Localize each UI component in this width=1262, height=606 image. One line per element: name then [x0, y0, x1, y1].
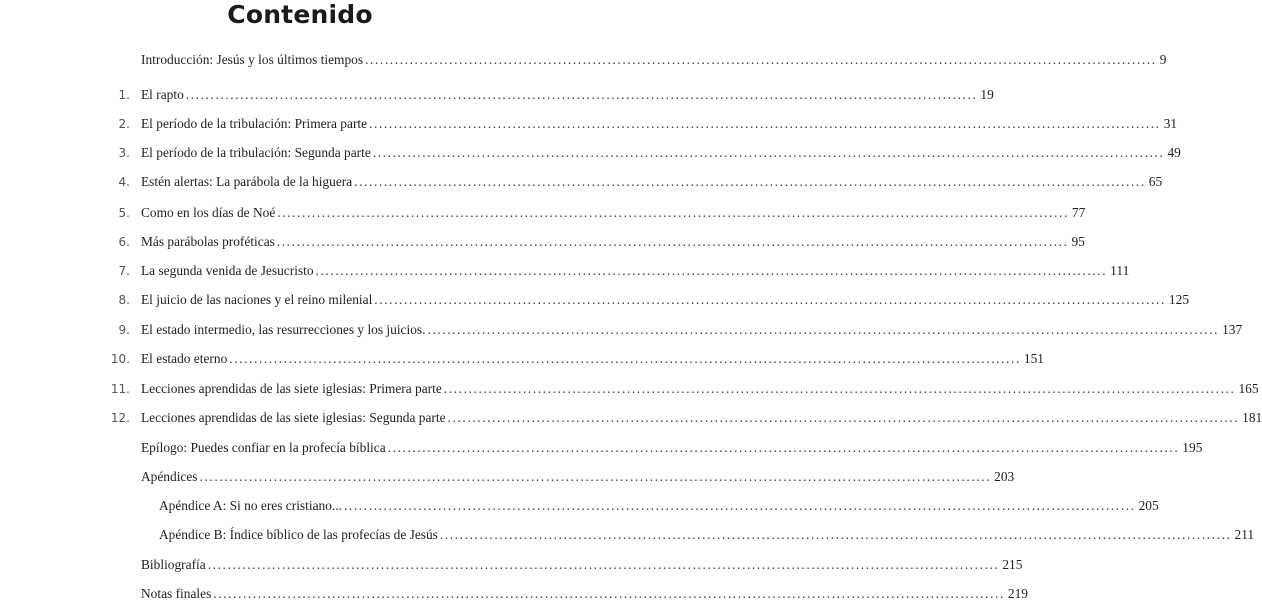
dot-leader: ................................................................................................................................................................ [447, 410, 1240, 425]
entry-label: Lecciones aprendidas de las siete iglesias: Primera parte [141, 381, 442, 396]
toc-entry-epilogo[interactable] [0, 436, 1203, 460]
entry-label: Como en los días de Noé [141, 205, 276, 220]
chapter-number: 9. [118, 323, 130, 337]
entry-label: Apéndice A: Si no eres cristiano... [159, 498, 342, 513]
entry-label: El período de la tribulación: Primera parte [141, 116, 368, 131]
entry-label: Notas finales [141, 586, 212, 601]
entry-label: La segunda venida de Jesucristo [141, 263, 314, 278]
dot-leader: ................................................................................................................................................................ [369, 116, 1161, 131]
page-number: 195 [1182, 440, 1203, 455]
entry-label: El rapto [141, 87, 184, 102]
page-title: Contenido [227, 0, 373, 29]
page-number: 205 [1138, 498, 1159, 513]
dot-leader: ................................................................................................................................................................ [365, 52, 1157, 67]
chapter-number: 1. [118, 88, 130, 102]
toc-entry-bibliografia[interactable] [0, 553, 1023, 577]
page-number: 137 [1222, 322, 1243, 337]
page-number: 95 [1071, 234, 1085, 249]
dot-leader: ................................................................................................................................................................ [372, 145, 1165, 160]
entry-label: El juicio de las naciones y el reino milenial [141, 292, 373, 307]
page-number: 215 [1002, 557, 1023, 572]
page-number: 151 [1023, 351, 1044, 366]
chapter-number: 5. [118, 206, 130, 220]
chapter-number: 12. [110, 411, 130, 425]
chapter-number: 2. [118, 117, 130, 131]
chapter-number: 7. [118, 264, 130, 278]
entry-label: Introducción: Jesús y los últimos tiempos [141, 52, 364, 67]
dot-leader: ................................................................................................................................................................ [443, 381, 1236, 396]
entry-label: El estado intermedio, las resurrecciones y los juicios. [141, 322, 426, 337]
dot-leader: ................................................................................................................................................................ [276, 234, 1069, 249]
toc-entry-notas-finales[interactable] [0, 582, 1028, 606]
dot-leader: ................................................................................................................................................................ [277, 205, 1069, 220]
toc-entry-chapter-7[interactable] [0, 259, 1130, 283]
page-number: 65 [1148, 174, 1163, 189]
chapter-number: 11. [110, 382, 130, 396]
dot-leader: ................................................................................................................................................................ [427, 322, 1220, 337]
page-number: 125 [1168, 292, 1190, 307]
page-number: 31 [1163, 116, 1178, 131]
dot-leader: ................................................................................................................................................................ [387, 440, 1180, 455]
toc-entry-introduccion[interactable] [0, 48, 1167, 72]
page-number: 211 [1234, 527, 1255, 542]
entry-label: Estén alertas: La parábola de la higuera [141, 174, 353, 189]
entry-label: Lecciones aprendidas de las siete iglesias: Segunda parte [141, 410, 446, 425]
entry-label: El período de la tribulación: Segunda parte [141, 145, 371, 160]
page-number: 19 [980, 87, 994, 102]
page-number: 203 [994, 469, 1015, 484]
page-number: 219 [1007, 586, 1028, 601]
toc-entry-chapter-4[interactable] [0, 170, 1163, 194]
page-number: 77 [1071, 205, 1086, 220]
toc-entry-chapter-11[interactable] [0, 377, 1259, 401]
dot-leader: ................................................................................................................................................................ [199, 469, 992, 484]
chapter-number: 10. [110, 352, 130, 366]
chapter-number: 6. [118, 235, 130, 249]
dot-leader: ................................................................................................................................................................ [439, 527, 1232, 542]
toc-entry-chapter-3[interactable] [0, 141, 1181, 165]
entry-label: Bibliografía [141, 557, 206, 572]
dot-leader: ................................................................................................................................................................ [213, 586, 1005, 601]
page-number: 49 [1167, 145, 1181, 160]
toc-entry-chapter-2[interactable] [0, 112, 1178, 136]
entry-label: Apéndice B: Índice bíblico de las profecías de Jesús [159, 527, 438, 542]
dot-leader: ................................................................................................................................................................ [185, 87, 978, 102]
dot-leader: ................................................................................................................................................................ [315, 263, 1108, 278]
page-number: 9 [1159, 52, 1167, 67]
chapter-number: 3. [118, 146, 130, 160]
dot-leader: ................................................................................................................................................................ [374, 292, 1166, 307]
toc-entry-chapter-9[interactable] [0, 318, 1243, 342]
toc-entry-chapter-5[interactable] [0, 201, 1086, 225]
entry-label: El estado eterno [141, 351, 228, 366]
page-number: 165 [1238, 381, 1259, 396]
dot-leader: ................................................................................................................................................................ [343, 498, 1136, 513]
toc-entry-chapter-1[interactable] [0, 83, 994, 107]
page-number: 111 [1110, 263, 1130, 278]
entry-label: Más parábolas proféticas [141, 234, 275, 249]
chapter-number: 8. [118, 293, 130, 307]
toc-entry-chapter-10[interactable] [0, 347, 1044, 371]
toc-entry-apendice-b[interactable] [0, 523, 1255, 547]
chapter-number: 4. [118, 175, 130, 189]
dot-leader: ................................................................................................................................................................ [229, 351, 1021, 366]
entry-label: Epílogo: Puedes confiar en la profecía bíblica [141, 440, 386, 455]
page-number: 181 [1242, 410, 1262, 425]
dot-leader: ................................................................................................................................................................ [354, 174, 1146, 189]
toc-entry-apendice-a[interactable] [0, 494, 1159, 518]
toc-entry-chapter-6[interactable] [0, 230, 1085, 254]
toc-entry-apendices[interactable] [0, 465, 1015, 489]
entry-label: Apéndices [141, 469, 198, 484]
dot-leader: ................................................................................................................................................................ [207, 557, 1000, 572]
toc-entry-chapter-8[interactable] [0, 288, 1190, 312]
toc-entry-chapter-12[interactable] [0, 406, 1262, 430]
